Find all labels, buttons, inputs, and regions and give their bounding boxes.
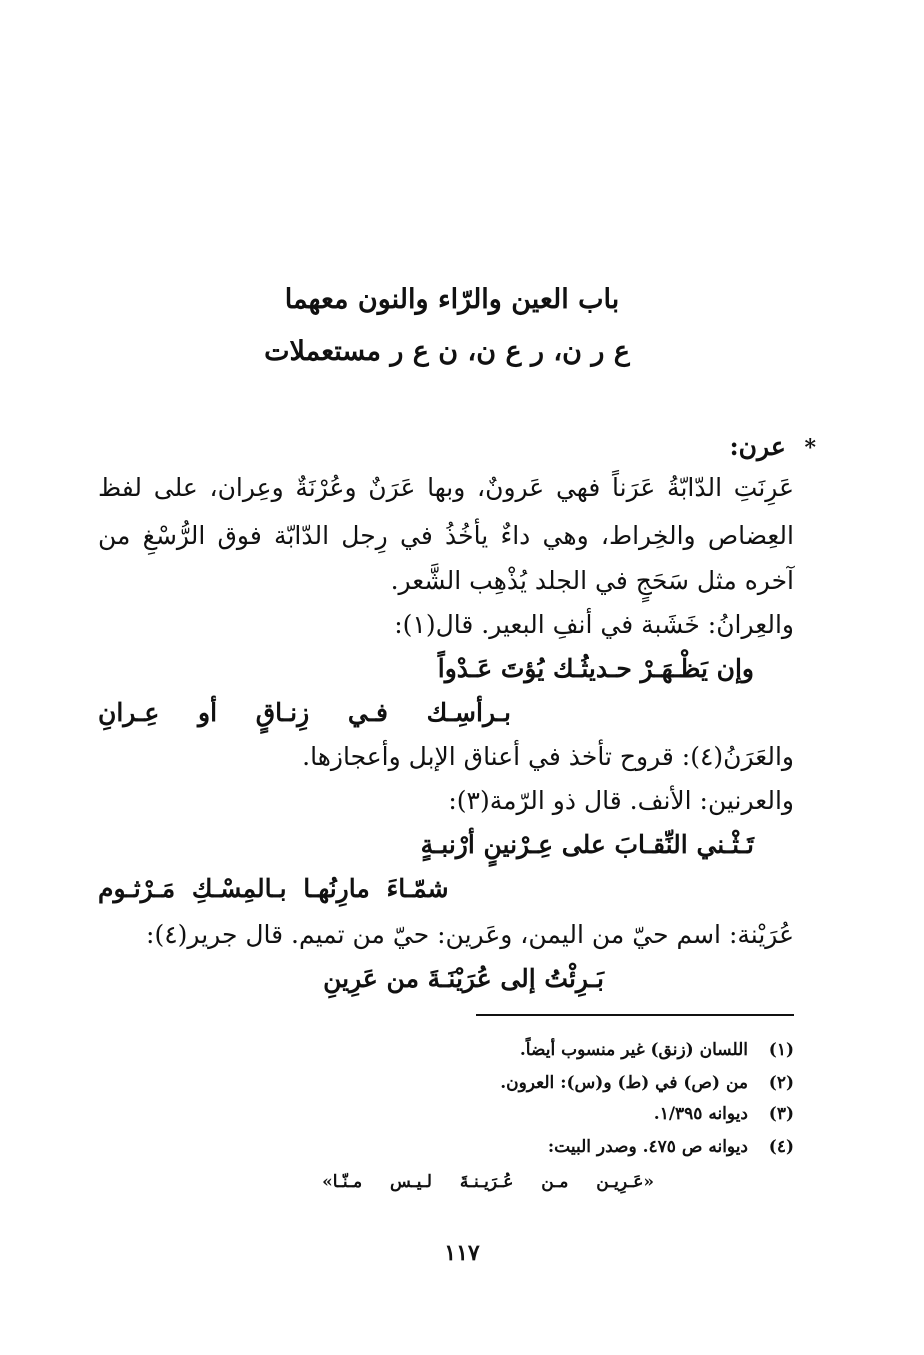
- body-line-1: عَرِنَتِ الدّابّةُ عَرَناً فهي عَرونٌ، وبها عَرَنٌ وعُرْنَةٌ وعِران، على لفظ: [98, 473, 794, 502]
- body-line-3: آخره مثل سَحَجٍ في الجلد يُذْهِب الشَّعر.: [390, 566, 794, 595]
- verse-1-second-hemistich: بـرأسِـك فـي زِنـاقٍ أو عِـرانِ: [98, 698, 512, 727]
- footnote-3-number: (٣): [768, 1104, 794, 1124]
- body-line-4: والعِرانُ: خَشَبة في أنفِ البعير. قال(١):: [394, 610, 794, 639]
- footnote-2: [500, 1073, 794, 1093]
- footnote-1-number: (١): [768, 1040, 794, 1060]
- footnote-4-number: (٤): [768, 1137, 794, 1157]
- verse-2-first-hemistich: تَـثْـني النِّقـابَ على عِـرْنينٍ أرْنبـةٍ: [420, 830, 754, 859]
- footnote-1: [520, 1040, 794, 1060]
- verse-2-second-hemistich: شمّـاءَ مارِنُهـا بـالمِسْـكِ مَـرْثـوم: [98, 874, 449, 903]
- entry-headword: [729, 432, 816, 461]
- verse-1-first-hemistich: وإن يَظْـهَـرْ حـديثُـك يُؤتَ عَـدْواً: [437, 654, 754, 683]
- asterisk-marker: *: [804, 435, 816, 461]
- footnote-1-text: اللسان (زنق) غير منسوب أيضاً.: [519, 1040, 748, 1060]
- footnote-3: [654, 1104, 794, 1124]
- body-line-5: والعَرَنُ(٤): قروح تأخذ في أعناق الإبل وأعجازها.: [302, 742, 794, 771]
- footnote-verse: «عَـرِيـن مـن عُـرَيـنـةَ لـيـس مـنّـا»: [322, 1172, 654, 1192]
- body-line-6: والعرنين: الأنف. قال ذو الرّمة(٣):: [448, 786, 794, 815]
- page-number: ١١٧: [444, 1240, 480, 1266]
- footnote-4-text: ديوانه ص ٤٧٥. وصدر البيت:: [547, 1137, 748, 1157]
- body-line-7: عُرَيْنة: اسم حيّ من اليمن، وعَرين: حيّ من تميم. قال جرير(٤):: [146, 920, 794, 949]
- chapter-subtitle: ع ر ن، ر ع ن، ن ع ر مستعملات: [264, 336, 630, 367]
- footnote-2-text: من (ص) في (ط) و(س): العرون.: [500, 1073, 748, 1093]
- body-line-2: العِضاص والخِراط، وهي داءٌ يأخُذُ في رِجل الدّابّة فوق الرُّسْغِ من: [98, 521, 794, 550]
- verse-3-hemistich: بَـرِئْتُ إلى عُرَيْنَـةَ من عَرِينِ: [323, 964, 604, 993]
- footnote-3-text: ديوانه ١/٣٩٥.: [653, 1104, 748, 1124]
- chapter-title: باب العين والرّاء والنون معهما: [284, 284, 620, 315]
- footnote-4: [548, 1137, 794, 1157]
- headword-text: عرن:: [729, 432, 786, 461]
- footnote-2-number: (٢): [768, 1073, 794, 1093]
- footnote-separator: [476, 1014, 794, 1016]
